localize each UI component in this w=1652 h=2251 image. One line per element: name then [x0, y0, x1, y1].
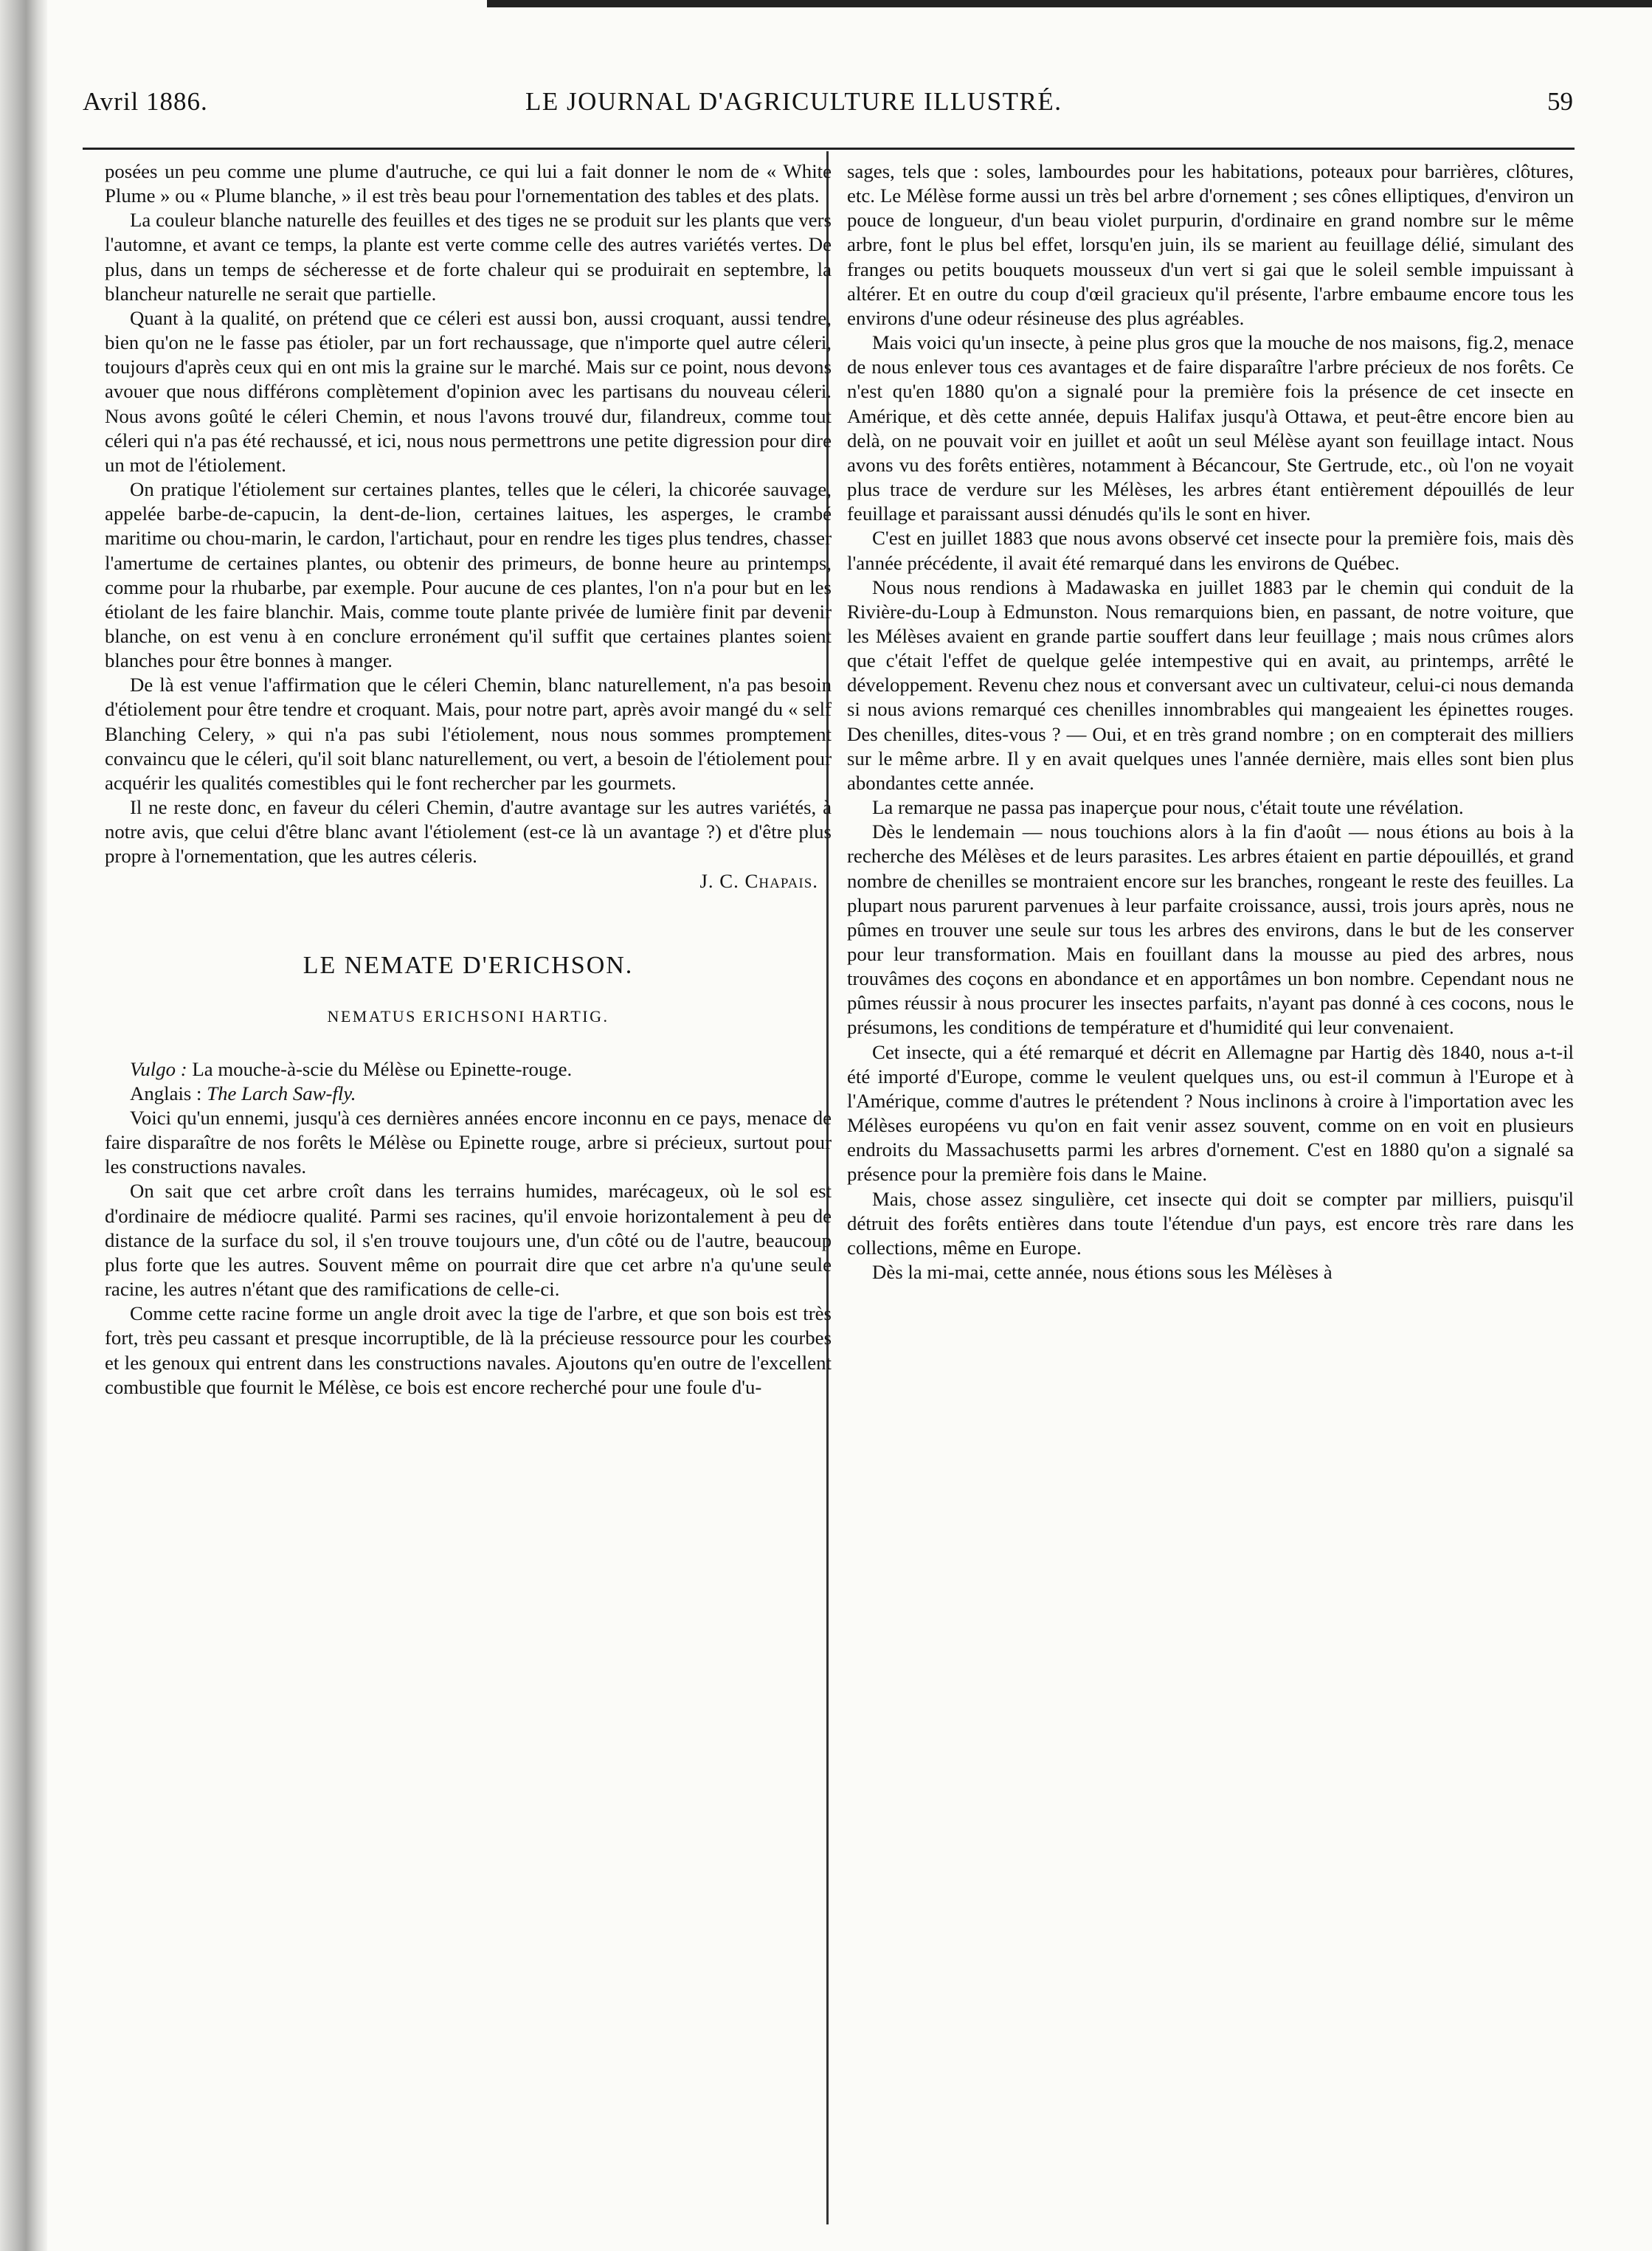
paragraph: Mais voici qu'un insecte, à peine plus gros que la mouche de nos maisons, fig.2, menace de nous enlever tous ces avantages et de faire disparaître l'arbre précieux de nos forêts. Ce n'est qu'en 1880 qu'on a signalé pour la première fois la présence de cet insecte en Amérique, et dès cette année, depuis Halifax jusqu'à Ottawa, et peut-être encore bien au delà, on ne pouvait voir en juillet et août un seul Mélèse ayant son feuillage intact. Nous avons vu des forêts entières, notamment à Bécancour, Ste Gertrude, etc., où l'on ne voyait plus trace de verdure sur les Mélèses, les arbres étant entièrement dépouillés de leur feuillage et paraissant aussi dénudés qu'ils le sont en hiver. [847, 331, 1574, 525]
header-date: Avril 1886. [83, 87, 208, 116]
journal-title: LE JOURNAL D'AGRICULTURE ILLUSTRÉ. [525, 87, 1062, 116]
vulgo-line [105, 1057, 832, 1082]
vulgo-value: La mouche-à-scie du Mélèse ou Epinette-rouge. [192, 1057, 573, 1080]
paragraph: Nous nous rendions à Madawaska en juillet 1883 par le chemin qui conduit de la Rivière-du-Loup à Edmunston. Nous remarquions bien, en passant, de notre voiture, que les Mélèses avaient en grande partie souffert dans leur feuillage ; mais nous crûmes alors que c'était l'effet de quelque gelée intempestive qui en avait, au printemps, arrêté le développement. Revenu chez nous et conversant avec un cultivateur, celui-ci nous demanda si nous avions remarqué ces chenilles innombrables qui mangeaient les épinettes rouges. Des chenilles, dites-vous ? — Oui, et en très grand nombre ; on en compterait des milliers sur le même arbre. Il y en avait quelques unes l'année dernière, mais elles sont bien plus abondantes cette année. [847, 575, 1574, 794]
paragraph: On pratique l'étiolement sur certaines plantes, telles que le céleri, la chicorée sauvage, appelée barbe-de-capucin, la dent-de-lion, certaines laitues, les asperges, le crambé maritime ou chou-marin, le cardon, l'artichaut, pour en rendre les tiges plus tendres, chasser l'amertume de certaines plantes, ou obtenir des primeurs, de bonne heure au printemps, comme pour la rhubarbe, par exemple. Pour aucune de ces plantes, l'on n'a pour but en les étiolant de les faire blanchir. Mais, comme toute plante privée de lumière finit par devenir blanche, on est venu à en conclure erronément qu'il suffit que certaines plantes soient blanches pour être bonnes à manger. [105, 478, 832, 672]
page-number: 59 [1547, 87, 1573, 116]
page-header [83, 87, 1573, 125]
top-border-rule [487, 0, 1652, 7]
paragraph: Cet insecte, qui a été remarqué et décrit en Allemagne par Hartig dès 1840, nous a-t-il été importé d'Europe, comme le veulent quelques uns, ou est-il commun à l'Europe et à l'Amérique, comme d'autres le prétendent ? Nous inclinons à croire à l'importation avec les Mélèses européens vu qu'on en fait venir assez souvent, comme on en voit en plusieurs endroits du Massachusetts parmi les arbres d'ornement. C'est en 1880 qu'on a signalé sa présence pour la première fois dans le Maine. [847, 1040, 1574, 1186]
paragraph: posées un peu comme une plume d'autruche, ce qui lui a fait donner le nom de « White Plume » ou « Plume blanche, » il est très beau pour l'ornementation des tables et des plats. [105, 160, 832, 207]
left-column [105, 159, 832, 1400]
paragraph: La remarque ne passa pas inaperçue pour nous, c'était toute une révélation. [872, 796, 1464, 819]
paragraph: On sait que cet arbre croît dans les terrains humides, marécageux, où le sol est d'ordinaire de médiocre qualité. Parmi ses racines, qu'il envoie horizontalement à peu de distance de la surface du sol, il s'en trouve toujours une, d'un côté ou de l'autre, beaucoup plus forte que les autres. Souvent même on pourrait dire que cet arbre n'a qu'une seule racine, les autres n'étant que des ramifications de celle-ci. [105, 1180, 832, 1301]
paragraph: Voici qu'un ennemi, jusqu'à ces dernières années encore inconnu en ce pays, menace de faire disparaître de nos forêts le Mélèse ou Epinette rouge, arbre si précieux, surtout pour les constructions navales. [105, 1107, 832, 1178]
vulgo-label: Vulgo : [130, 1057, 187, 1080]
paragraph: Il ne reste donc, en faveur du céleri Chemin, d'autre avantage sur les autres variétés, à notre avis, que celui d'être blanc avant l'étiolement (est-ce là un avantage ?) et d'être plus propre à l'ornementation, que les autres céleris. [105, 796, 832, 868]
scan-binding-shadow [0, 0, 47, 2251]
paragraph: C'est en juillet 1883 que nous avons observé cet insecte pour la première fois, mais dès l'année précédente, il avait été remarqué dans les environs de Québec. [847, 527, 1574, 574]
paragraph: Mais, chose assez singulière, cet insecte qui doit se compter par milliers, puisqu'il détruit des forêts entières dans toute l'étendue d'un pays, est encore très rare dans les collections, même en Europe. [847, 1187, 1574, 1259]
paragraph: Dès la mi-mai, cette année, nous étions sous les Mélèses à [872, 1261, 1333, 1284]
author-signature: J. C. Chapais. [699, 869, 818, 892]
anglais-line [105, 1082, 832, 1106]
paragraph: Dès le lendemain — nous touchions alors à la fin d'août — nous étions au bois à la recherche des Mélèses et de leurs parasites. Les arbres étaient en partie dépouillés, et grand nombre de chenilles se montraient encore sur les branches, rongeant le reste des feuilles. La plupart nous parurent parvenues à leur parfaite croissance, aussi, trois jours après, nous ne pûmes en trouver une seule sur tous les arbres des environs, dans le but de les conserver pour leur transformation. Mais en fouillant dans la mousse au pied des arbres, nous trouvâmes des coçons en abondance et en apportâmes un bon nombre. Cependant nous ne pûmes réussir à nous procurer les insectes parfaits, n'ayant pas donné à ces cocons, nous le présumons, les conditions de température et d'humidité qui leur convenaient. [847, 820, 1574, 1039]
anglais-label: Anglais : [130, 1082, 202, 1104]
paragraph: Comme cette racine forme un angle droit avec la tige de l'arbre, et que son bois est très fort, très peu cassant et presque incorruptible, de là la précieuse ressource pour les courbes et les genoux qui entrent dans les constructions navales. Ajoutons qu'en outre de l'excellent combustible que fournit le Mélèse, ce bois est encore recherché pour une foule d'u- [105, 1302, 832, 1398]
anglais-value: The Larch Saw-fly. [207, 1082, 356, 1104]
article-title: LE NEMATE D'ERICHSON. [303, 951, 634, 979]
right-column [847, 159, 1574, 1284]
paragraph: sages, tels que : soles, lambourdes pour les habitations, poteaux pour barrières, clôtures, etc. Le Mélèse forme aussi un très bel arbre d'ornement ; ses cônes elliptiques, d'environ un pouce de longueur, d'un beau violet purpurin, d'ordinaire en grand nombre sur le même arbre, font le plus bel effet, lorsqu'en juin, ils se marient au feuillage délié, simulant des franges ou petits bouquets mousseux d'un vert si gai que le soleil semble impuissant à altérer. Et en outre du coup d'œil gracieux qu'il présente, l'arbre embaume encore tous les environs d'une odeur résineuse des plus agréables. [847, 160, 1574, 329]
paragraph: Quant à la qualité, on prétend que ce céleri est aussi bon, aussi croquant, aussi tendre, bien qu'on ne le fasse pas étioler, par un fort rechaussage, que n'importe quel autre céleri, toujours d'après ceux qui en ont mis la graine sur le marché. Mais sur ce point, nous devons avouer que nous différons complètement d'opinion avec les partisans du nouveau céleri. Nous avons goûté le céleri Chemin, et nous l'avons trouvé dur, filandreux, comme tout céleri qui n'a pas été rechaussé, et ici, nous nous permettrons une petite digression pour dire un mot de l'étiolement. [105, 306, 832, 476]
header-rule [83, 148, 1575, 150]
paragraph: De là est venue l'affirmation que le céleri Chemin, blanc naturellement, n'a pas besoin d'étiolement pour être tendre et croquant. Mais, pour notre part, après avoir mangé du « self Blanching Celery, » qui n'a pas subi l'étiolement, nous nous sommes promptement convaincu que le céleri, qu'il soit blanc naturellement, ou vert, a besoin de l'étiolement pour acquérir les qualités comestibles qui le font rechercher par les gourmets. [105, 674, 832, 794]
article-subtitle: NEMATUS ERICHSONI HARTIG. [327, 1006, 609, 1026]
paragraph: La couleur blanche naturelle des feuilles et des tiges ne se produit sur les plants que vers l'automne, et avant ce temps, la plante est verte comme celle des autres variétés vertes. De plus, dans un temps de sécheresse et de forte chaleur qui se produirait en septembre, la blancheur naturelle ne serait que partielle. [105, 209, 832, 305]
